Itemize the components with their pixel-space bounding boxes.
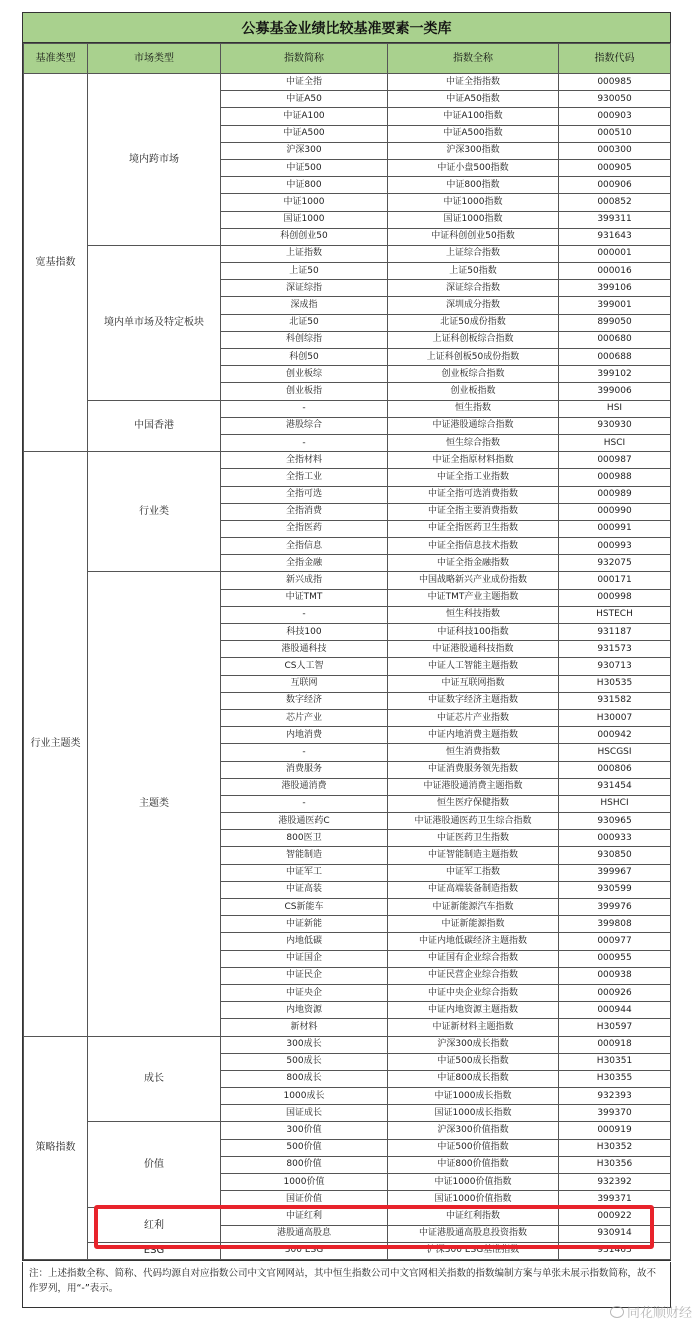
index-short-name-cell: 沪深300 [221, 142, 388, 159]
index-short-name-cell: 创业板指 [221, 383, 388, 400]
index-code-cell: 000903 [559, 108, 671, 125]
index-full-name-cell: 中证中央企业综合指数 [388, 984, 559, 1001]
table-row [24, 452, 671, 469]
weibo-icon [610, 1306, 624, 1318]
benchmark-type-cell: 策略指数 [24, 1036, 88, 1259]
index-full-name-cell: 中证1000价值指数 [388, 1174, 559, 1191]
index-code-cell: 000001 [559, 245, 671, 262]
index-short-name-cell: 内地消费 [221, 727, 388, 744]
index-short-name-cell: 中证国企 [221, 950, 388, 967]
index-full-name-cell: 沪深300成长指数 [388, 1036, 559, 1053]
index-short-name-cell: 科创50 [221, 349, 388, 366]
index-code-cell: 931187 [559, 624, 671, 641]
index-full-name-cell: 中证国有企业综合指数 [388, 950, 559, 967]
index-full-name-cell: 沪深300 ESG基准指数 [388, 1242, 559, 1259]
index-full-name-cell: 中证港股通综合指数 [388, 417, 559, 434]
table-body [24, 74, 671, 1260]
index-short-name-cell: 全指材料 [221, 452, 388, 469]
market-type-cell: 成长 [88, 1036, 221, 1122]
index-full-name-cell: 中证新材料主题指数 [388, 1019, 559, 1036]
index-short-name-cell: 深证综指 [221, 280, 388, 297]
index-code-cell: 931463 [559, 1242, 671, 1259]
index-short-name-cell: 500价值 [221, 1139, 388, 1156]
index-short-name-cell: 新兴成指 [221, 572, 388, 589]
index-short-name-cell: 中证民企 [221, 967, 388, 984]
index-short-name-cell: 全指金融 [221, 555, 388, 572]
table-row [24, 1208, 671, 1225]
index-short-name-cell: 科技100 [221, 624, 388, 641]
index-full-name-cell: 中证全指可选消费指数 [388, 486, 559, 503]
index-short-name-cell: 数字经济 [221, 692, 388, 709]
index-code-cell: 399976 [559, 899, 671, 916]
index-code-cell: 930914 [559, 1225, 671, 1242]
table-row [24, 1242, 671, 1259]
index-full-name-cell: 中证港股通消费主题指数 [388, 778, 559, 795]
index-code-cell: 399311 [559, 211, 671, 228]
index-code-cell: HSCI [559, 434, 671, 451]
index-full-name-cell: 深圳成分指数 [388, 297, 559, 314]
index-short-name-cell: 芯片产业 [221, 709, 388, 726]
index-code-cell: 000998 [559, 589, 671, 606]
index-short-name-cell: 港股综合 [221, 417, 388, 434]
index-full-name-cell: 中证A100指数 [388, 108, 559, 125]
index-code-cell: H30535 [559, 675, 671, 692]
index-code-cell: HSHCI [559, 795, 671, 812]
index-short-name-cell: 上证指数 [221, 245, 388, 262]
index-short-name-cell: 国证价值 [221, 1191, 388, 1208]
index-short-name-cell: 港股通高股息 [221, 1225, 388, 1242]
footnote: 注：上述指数全称、简称、代码均源自对应指数公司中文官网网站，其中恒生指数公司中文官网相关指数的指数编制方案与单张未展示指数简称，故不作罗列，用“-”表示。 [22, 1262, 671, 1308]
index-code-cell: 932075 [559, 555, 671, 572]
index-code-cell: 000918 [559, 1036, 671, 1053]
index-table [23, 43, 671, 1260]
index-code-cell: 000991 [559, 520, 671, 537]
index-full-name-cell: 中证港股通高股息投资指数 [388, 1225, 559, 1242]
index-code-cell: 000977 [559, 933, 671, 950]
index-full-name-cell: 中证军工指数 [388, 864, 559, 881]
index-short-name-cell: 中证A500 [221, 125, 388, 142]
market-type-cell: 境内跨市场 [88, 74, 221, 246]
index-full-name-cell: 中证全指主要消费指数 [388, 503, 559, 520]
index-short-name-cell: 港股通消费 [221, 778, 388, 795]
index-full-name-cell: 恒生医疗保健指数 [388, 795, 559, 812]
index-full-name-cell: 中证港股通科技指数 [388, 641, 559, 658]
index-short-name-cell: 国证1000 [221, 211, 388, 228]
header-benchmark-type: 基准类型 [24, 44, 88, 74]
index-code-cell: 399808 [559, 916, 671, 933]
market-type-cell: 主题类 [88, 572, 221, 1036]
index-short-name-cell: 全指工业 [221, 469, 388, 486]
index-short-name-cell: 中证A50 [221, 91, 388, 108]
index-code-cell: 000993 [559, 538, 671, 555]
index-code-cell: 930050 [559, 91, 671, 108]
index-code-cell: 930930 [559, 417, 671, 434]
market-type-cell: 价值 [88, 1122, 221, 1208]
index-code-cell: 931582 [559, 692, 671, 709]
market-type-cell: ESG [88, 1242, 221, 1259]
index-code-cell: H30356 [559, 1156, 671, 1173]
index-short-name-cell: 港股通科技 [221, 641, 388, 658]
index-short-name-cell: 中证军工 [221, 864, 388, 881]
index-full-name-cell: 中证小盘500指数 [388, 159, 559, 176]
index-code-cell: 000806 [559, 761, 671, 778]
index-short-name-cell: 800价值 [221, 1156, 388, 1173]
index-full-name-cell: 中证A500指数 [388, 125, 559, 142]
index-code-cell: 931573 [559, 641, 671, 658]
table-row [24, 1036, 671, 1053]
index-code-cell: 399967 [559, 864, 671, 881]
index-full-name-cell: 沪深300价值指数 [388, 1122, 559, 1139]
index-short-name-cell: 中证800 [221, 177, 388, 194]
index-code-cell: 000926 [559, 984, 671, 1001]
index-full-name-cell: 中证800指数 [388, 177, 559, 194]
index-full-name-cell: 国证1000指数 [388, 211, 559, 228]
index-code-cell: 930850 [559, 847, 671, 864]
index-code-cell: 000933 [559, 830, 671, 847]
index-full-name-cell: 中证高端装备制造指数 [388, 881, 559, 898]
index-short-name-cell: 中证全指 [221, 74, 388, 91]
index-full-name-cell: 中证红利指数 [388, 1208, 559, 1225]
index-full-name-cell: 创业板综合指数 [388, 366, 559, 383]
index-code-cell: 000985 [559, 74, 671, 91]
index-full-name-cell: 中证人工智能主题指数 [388, 658, 559, 675]
index-code-cell: 000906 [559, 177, 671, 194]
index-full-name-cell: 中证500成长指数 [388, 1053, 559, 1070]
index-full-name-cell: 国证1000成长指数 [388, 1105, 559, 1122]
market-type-cell: 中国香港 [88, 400, 221, 452]
index-full-name-cell: 中证TMT产业主题指数 [388, 589, 559, 606]
index-full-name-cell: 中证港股通医药卫生综合指数 [388, 813, 559, 830]
index-code-cell: HSTECH [559, 606, 671, 623]
market-type-cell: 行业类 [88, 452, 221, 572]
index-full-name-cell: 沪深300指数 [388, 142, 559, 159]
index-short-name-cell: 800医卫 [221, 830, 388, 847]
index-short-name-cell: 互联网 [221, 675, 388, 692]
index-short-name-cell: 深成指 [221, 297, 388, 314]
table-row [24, 74, 671, 91]
index-full-name-cell: 中证800成长指数 [388, 1070, 559, 1087]
index-code-cell: 000905 [559, 159, 671, 176]
index-short-name-cell: 北证50 [221, 314, 388, 331]
index-full-name-cell: 中证1000成长指数 [388, 1088, 559, 1105]
index-full-name-cell: 恒生消费指数 [388, 744, 559, 761]
index-short-name-cell: 1000成长 [221, 1088, 388, 1105]
header-index-short-name: 指数简称 [221, 44, 388, 74]
index-code-cell: H30352 [559, 1139, 671, 1156]
index-code-cell: 000922 [559, 1208, 671, 1225]
index-short-name-cell: 中证新能 [221, 916, 388, 933]
index-code-cell: 931643 [559, 228, 671, 245]
table-row [24, 572, 671, 589]
index-full-name-cell: 中证智能制造主题指数 [388, 847, 559, 864]
index-full-name-cell: 中证全指信息技术指数 [388, 538, 559, 555]
index-code-cell: 000171 [559, 572, 671, 589]
index-full-name-cell: 恒生综合指数 [388, 434, 559, 451]
index-short-name-cell: 300价值 [221, 1122, 388, 1139]
index-full-name-cell: 中证500价值指数 [388, 1139, 559, 1156]
index-full-name-cell: 中国战略新兴产业成份指数 [388, 572, 559, 589]
index-short-name-cell: 800成长 [221, 1070, 388, 1087]
index-short-name-cell: 中证红利 [221, 1208, 388, 1225]
index-short-name-cell: CS新能车 [221, 899, 388, 916]
index-full-name-cell: 上证50指数 [388, 263, 559, 280]
index-short-name-cell: 全指医药 [221, 520, 388, 537]
index-full-name-cell: 中证1000指数 [388, 194, 559, 211]
index-short-name-cell: 500成长 [221, 1053, 388, 1070]
index-code-cell: 399001 [559, 297, 671, 314]
index-short-name-cell: 中证高装 [221, 881, 388, 898]
watermark [610, 1302, 692, 1321]
index-full-name-cell: 中证内地资源主题指数 [388, 1002, 559, 1019]
index-full-name-cell: 中证科技100指数 [388, 624, 559, 641]
index-code-cell: H30007 [559, 709, 671, 726]
index-short-name-cell: 全指可选 [221, 486, 388, 503]
watermark-text: 同花顺财经 [626, 1306, 692, 1321]
index-full-name-cell: 恒生科技指数 [388, 606, 559, 623]
header-row [24, 44, 671, 74]
index-short-name-cell: 港股通医药C [221, 813, 388, 830]
index-code-cell: 399102 [559, 366, 671, 383]
index-full-name-cell: 中证科创创业50指数 [388, 228, 559, 245]
index-full-name-cell: 中证新能源汽车指数 [388, 899, 559, 916]
index-full-name-cell: 中证800价值指数 [388, 1156, 559, 1173]
index-code-cell: 000300 [559, 142, 671, 159]
index-full-name-cell: 中证数字经济主题指数 [388, 692, 559, 709]
index-code-cell: 000990 [559, 503, 671, 520]
index-full-name-cell: 中证民营企业综合指数 [388, 967, 559, 984]
index-full-name-cell: 中证内地消费主题指数 [388, 727, 559, 744]
market-type-cell: 红利 [88, 1208, 221, 1242]
index-full-name-cell: 中证医药卫生指数 [388, 830, 559, 847]
index-short-name-cell: 智能制造 [221, 847, 388, 864]
index-code-cell: 000942 [559, 727, 671, 744]
index-code-cell: 932392 [559, 1174, 671, 1191]
index-short-name-cell: 国证成长 [221, 1105, 388, 1122]
sheet-title: 公募基金业绩比较基准要素一类库 [23, 13, 670, 43]
index-full-name-cell: 中证全指指数 [388, 74, 559, 91]
index-code-cell: 399370 [559, 1105, 671, 1122]
index-short-name-cell: 300成长 [221, 1036, 388, 1053]
index-code-cell: 932393 [559, 1088, 671, 1105]
market-type-cell: 境内单市场及特定板块 [88, 245, 221, 400]
index-code-cell: H30597 [559, 1019, 671, 1036]
index-code-cell: 000680 [559, 331, 671, 348]
index-short-name-cell: 创业板综 [221, 366, 388, 383]
index-short-name-cell: 中证TMT [221, 589, 388, 606]
index-short-name-cell: - [221, 744, 388, 761]
index-full-name-cell: 中证全指金融指数 [388, 555, 559, 572]
index-short-name-cell: 上证50 [221, 263, 388, 280]
index-short-name-cell: - [221, 400, 388, 417]
index-code-cell: 000955 [559, 950, 671, 967]
index-full-name-cell: 国证1000价值指数 [388, 1191, 559, 1208]
index-short-name-cell: 科创综指 [221, 331, 388, 348]
index-short-name-cell: 1000价值 [221, 1174, 388, 1191]
index-full-name-cell: 中证内地低碳经济主题指数 [388, 933, 559, 950]
header-index-code: 指数代码 [559, 44, 671, 74]
index-code-cell: 000989 [559, 486, 671, 503]
index-full-name-cell: 中证消费服务领先指数 [388, 761, 559, 778]
index-full-name-cell: 中证全指原材料指数 [388, 452, 559, 469]
index-library-sheet [22, 12, 671, 1261]
index-full-name-cell: 上证科创板50成份指数 [388, 349, 559, 366]
index-short-name-cell: - [221, 606, 388, 623]
table-row [24, 400, 671, 417]
index-short-name-cell: 中证央企 [221, 984, 388, 1001]
index-code-cell: 000852 [559, 194, 671, 211]
index-full-name-cell: 上证科创板综合指数 [388, 331, 559, 348]
index-code-cell: 000688 [559, 349, 671, 366]
index-short-name-cell: 300 ESG [221, 1242, 388, 1259]
index-code-cell: 931454 [559, 778, 671, 795]
index-code-cell: H30355 [559, 1070, 671, 1087]
index-short-name-cell: 内地资源 [221, 1002, 388, 1019]
index-short-name-cell: 中证1000 [221, 194, 388, 211]
index-code-cell: HSCGSI [559, 744, 671, 761]
index-code-cell: 000919 [559, 1122, 671, 1139]
header-market-type: 市场类型 [88, 44, 221, 74]
benchmark-type-cell: 行业主题类 [24, 452, 88, 1036]
index-code-cell: HSI [559, 400, 671, 417]
index-code-cell: 000510 [559, 125, 671, 142]
index-short-name-cell: 全指信息 [221, 538, 388, 555]
index-short-name-cell: 科创创业50 [221, 228, 388, 245]
index-code-cell: 000987 [559, 452, 671, 469]
index-code-cell: 000016 [559, 263, 671, 280]
index-full-name-cell: 中证全指工业指数 [388, 469, 559, 486]
index-short-name-cell: 中证500 [221, 159, 388, 176]
index-short-name-cell: - [221, 795, 388, 812]
header-index-full-name: 指数全称 [388, 44, 559, 74]
index-full-name-cell: 北证50成份指数 [388, 314, 559, 331]
index-code-cell: 930965 [559, 813, 671, 830]
index-code-cell: H30351 [559, 1053, 671, 1070]
index-code-cell: 930713 [559, 658, 671, 675]
index-full-name-cell: 恒生指数 [388, 400, 559, 417]
index-code-cell: 000988 [559, 469, 671, 486]
benchmark-type-cell: 宽基指数 [24, 74, 88, 452]
index-code-cell: 399371 [559, 1191, 671, 1208]
index-full-name-cell: 中证新能源指数 [388, 916, 559, 933]
index-full-name-cell: 上证综合指数 [388, 245, 559, 262]
index-short-name-cell: 新材料 [221, 1019, 388, 1036]
index-short-name-cell: CS人工智 [221, 658, 388, 675]
index-full-name-cell: 中证芯片产业指数 [388, 709, 559, 726]
index-code-cell: 000938 [559, 967, 671, 984]
index-short-name-cell: 消费服务 [221, 761, 388, 778]
index-code-cell: 930599 [559, 881, 671, 898]
table-row [24, 1122, 671, 1139]
index-code-cell: 399106 [559, 280, 671, 297]
index-code-cell: 899050 [559, 314, 671, 331]
index-full-name-cell: 创业板指数 [388, 383, 559, 400]
index-short-name-cell: - [221, 434, 388, 451]
index-full-name-cell: 中证A50指数 [388, 91, 559, 108]
table-row [24, 245, 671, 262]
index-short-name-cell: 中证A100 [221, 108, 388, 125]
index-full-name-cell: 深证综合指数 [388, 280, 559, 297]
index-short-name-cell: 内地低碳 [221, 933, 388, 950]
index-code-cell: 000944 [559, 1002, 671, 1019]
index-code-cell: 399006 [559, 383, 671, 400]
index-full-name-cell: 中证全指医药卫生指数 [388, 520, 559, 537]
index-full-name-cell: 中证互联网指数 [388, 675, 559, 692]
index-short-name-cell: 全指消费 [221, 503, 388, 520]
